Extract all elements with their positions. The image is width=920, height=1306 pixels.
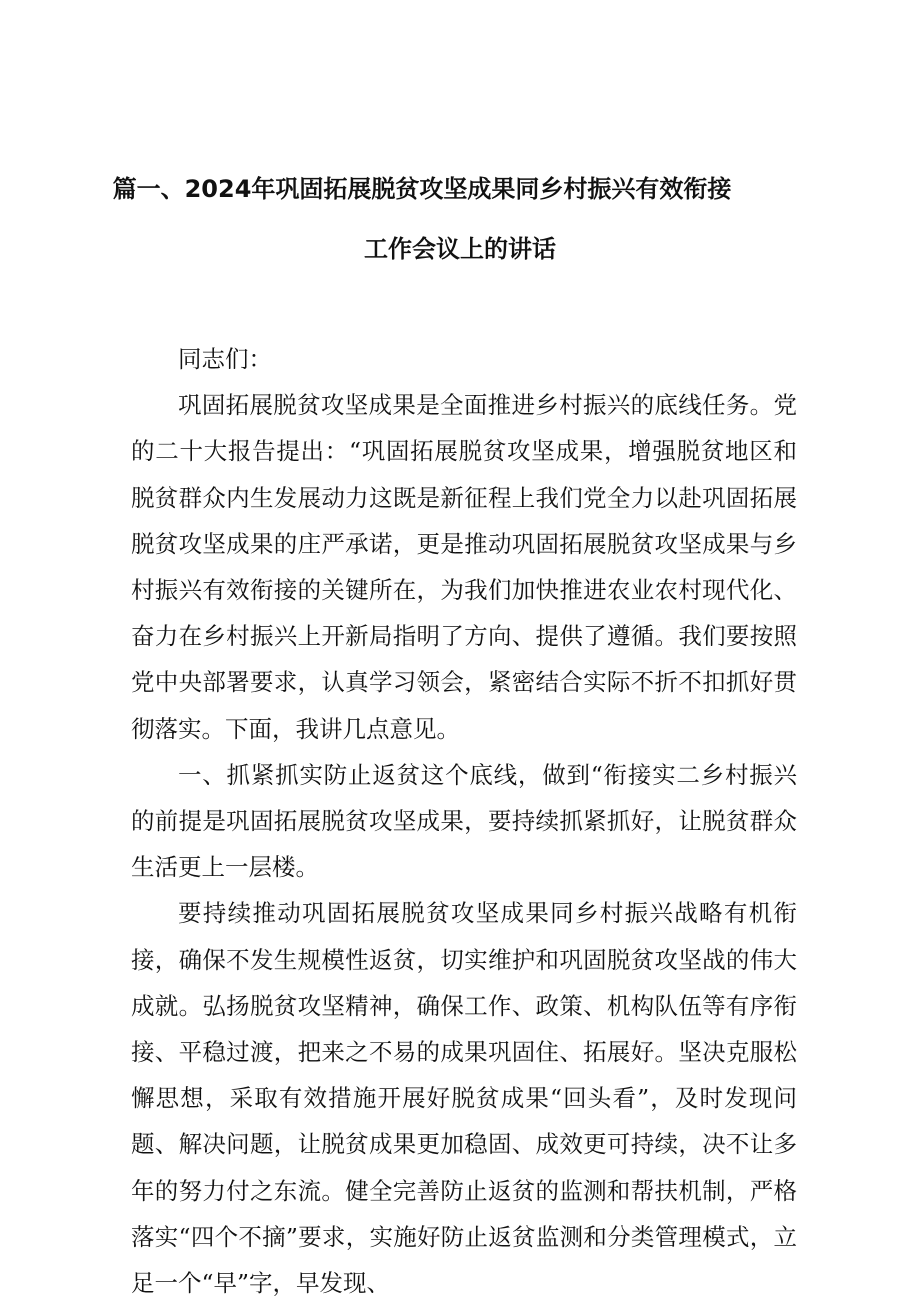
document-body bbox=[131, 336, 797, 1306]
section-heading-paragraph: 一、抓紧抓实防止返贫这个底线，做到“衔接实二乡村振兴的前提是巩固拓展脱贫攻坚成果，要持续抓紧抓好，让脱贫群众生活更上一层楼。 bbox=[131, 760, 797, 882]
document-title-line-1: 篇一、2024年巩固拓展脱贫攻坚成果同乡村振兴有效衔接 bbox=[112, 175, 732, 203]
body-paragraph: 要持续推动巩固拓展脱贫攻坚成果同乡村振兴战略有机衔接，确保不发生规模性返贫，切实维护和巩固脱贫攻坚战的伟大成就。弘扬脱贫攻坚精神，确保工作、政策、机构队伍等有序衔接、平稳过渡，把来之不易的成果巩固住、拓展好。坚决克服松懈思想，采取有效措施开展好脱贫成果“回头看”，及时发现问题、解决问题，让脱贫成果更加稳固、成效更可持续，决不让多年的努力付之东流。健全完善防止返贫的监测和帮扶机制，严格落实“四个不摘”要求，实施好防止返贫监测和分类管理模式，立足一个“早”字，早发现、 bbox=[131, 899, 797, 1298]
body-paragraph: 巩固拓展脱贫攻坚成果是全面推进乡村振兴的底线任务。党的二十大报告提出：“巩固拓展脱贫攻坚成果，增强脱贫地区和脱贫群众内生发展动力这既是新征程上我们党全力以赴巩固拓展脱贫攻坚成果的庄严承诺，更是推动巩固拓展脱贫攻坚成果与乡村振兴有效衔接的关键所在，为我们加快推进农业农村现代化、奋力在乡村振兴上开新局指明了方向、提供了遵循。我们要按照党中央部署要求，认真学习领会，紧密结合实际不折不扣抓好贯彻落实。下面，我讲几点意见。 bbox=[131, 391, 797, 743]
document-title-line-2: 工作会议上的讲话 bbox=[364, 235, 556, 263]
salutation: 同志们： bbox=[178, 345, 272, 373]
